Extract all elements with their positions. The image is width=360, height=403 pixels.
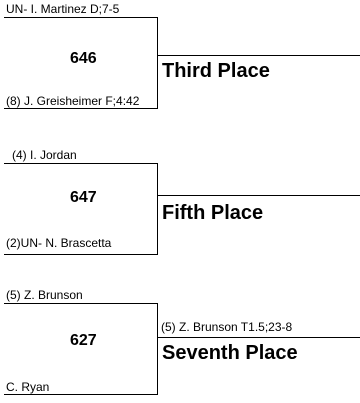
bout-number: 646 xyxy=(70,50,97,67)
bout-number: 627 xyxy=(70,332,97,349)
bracket-top-competitor: (4) I. Jordan xyxy=(12,148,77,162)
bracket-top-line xyxy=(4,163,158,164)
bracket-vertical-line xyxy=(157,163,158,255)
bracket-bottom-competitor: (2)UN- N. Brascetta xyxy=(6,236,112,250)
bracket-vertical-line xyxy=(157,303,158,395)
bracket-result-line xyxy=(157,55,360,56)
bracket-bottom-line xyxy=(4,108,158,109)
place-label: Seventh Place xyxy=(162,342,298,364)
place-label: Fifth Place xyxy=(162,202,264,224)
bracket-bottom-competitor: C. Ryan xyxy=(6,380,50,394)
place-label: Third Place xyxy=(162,60,270,82)
bracket-top-line xyxy=(4,303,158,304)
bracket-vertical-line xyxy=(157,17,158,109)
bracket-top-competitor: (5) Z. Brunson xyxy=(6,288,83,302)
bracket-result-line xyxy=(157,195,360,196)
bracket-bottom-line xyxy=(4,254,158,255)
bracket-bottom-line xyxy=(4,394,158,395)
bracket-result-text: (5) Z. Brunson T1.5;23-8 xyxy=(161,320,293,334)
bracket-bottom-competitor: (8) J. Greisheimer F;4:42 xyxy=(6,94,140,108)
bracket-top-line xyxy=(4,17,158,18)
bout-number: 647 xyxy=(70,189,97,206)
bracket-top-competitor: UN- I. Martinez D;7-5 xyxy=(6,2,120,16)
bracket-result-line xyxy=(157,337,360,338)
